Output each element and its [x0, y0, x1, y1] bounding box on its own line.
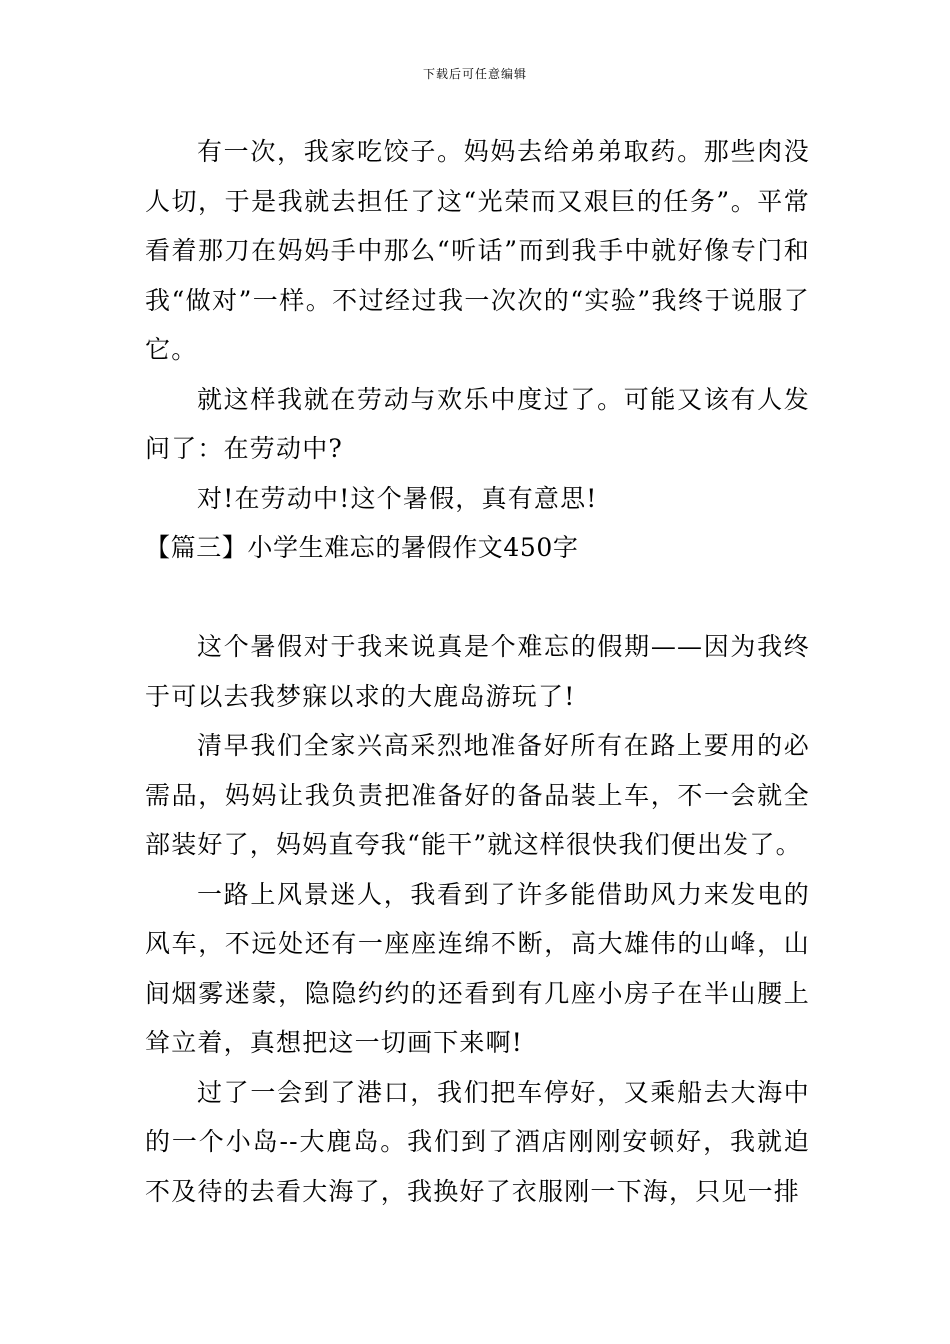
- paragraph-interesting: 对!在劳动中!这个暑假，真有意思!: [197, 483, 598, 513]
- section-title: 【篇三】小学生难忘的暑假作文450字: [145, 533, 579, 562]
- paragraph-unforgettable: 这个暑假对于我来说真是个难忘的假期——因为我终于可以去我梦寐以求的大鹿岛游玩了!: [145, 632, 810, 711]
- paragraph-scenery: 一路上风景迷人，我看到了许多能借助风力来发电的风车，不远处还有一座座连绵不断，高大雄伟的山峰，山间烟雾迷蒙，隐隐约约的还看到有几座小房子在半山腰上耸立着，真想把这一切画下来啊!: [145, 879, 810, 1057]
- article-body: [145, 127, 810, 1216]
- paragraph-labor-joy: 就这样我就在劳动与欢乐中度过了。可能又该有人发问了：在劳动中?: [145, 384, 810, 463]
- paragraph-morning-prep: 清早我们全家兴高采烈地准备好所有在路上要用的必需品，妈妈让我负责把准备好的备品装上车，不一会就全部装好了，妈妈直夸我“能干”就这样很快我们便出发了。: [145, 731, 810, 859]
- header-note: 下载后可任意编辑: [422, 67, 527, 81]
- paragraph-dumplings: 有一次，我家吃饺子。妈妈去给弟弟取药。那些肉没人切，于是我就去担任了这“光荣而又艰巨的任务”。平常看着那刀在妈妈手中那么“听话”而到我手中就好像专门和我“做对”一样。不过经过我一次次的“实验”我终于说服了它。: [145, 137, 810, 364]
- blank-line: [145, 573, 810, 623]
- paragraph-harbor: 过了一会到了港口，我们把车停好，又乘船去大海中的一个小岛--大鹿岛。我们到了酒店刚刚安顿好，我就迫不及待的去看大海了，我换好了衣服刚一下海，只见一排: [145, 1077, 810, 1206]
